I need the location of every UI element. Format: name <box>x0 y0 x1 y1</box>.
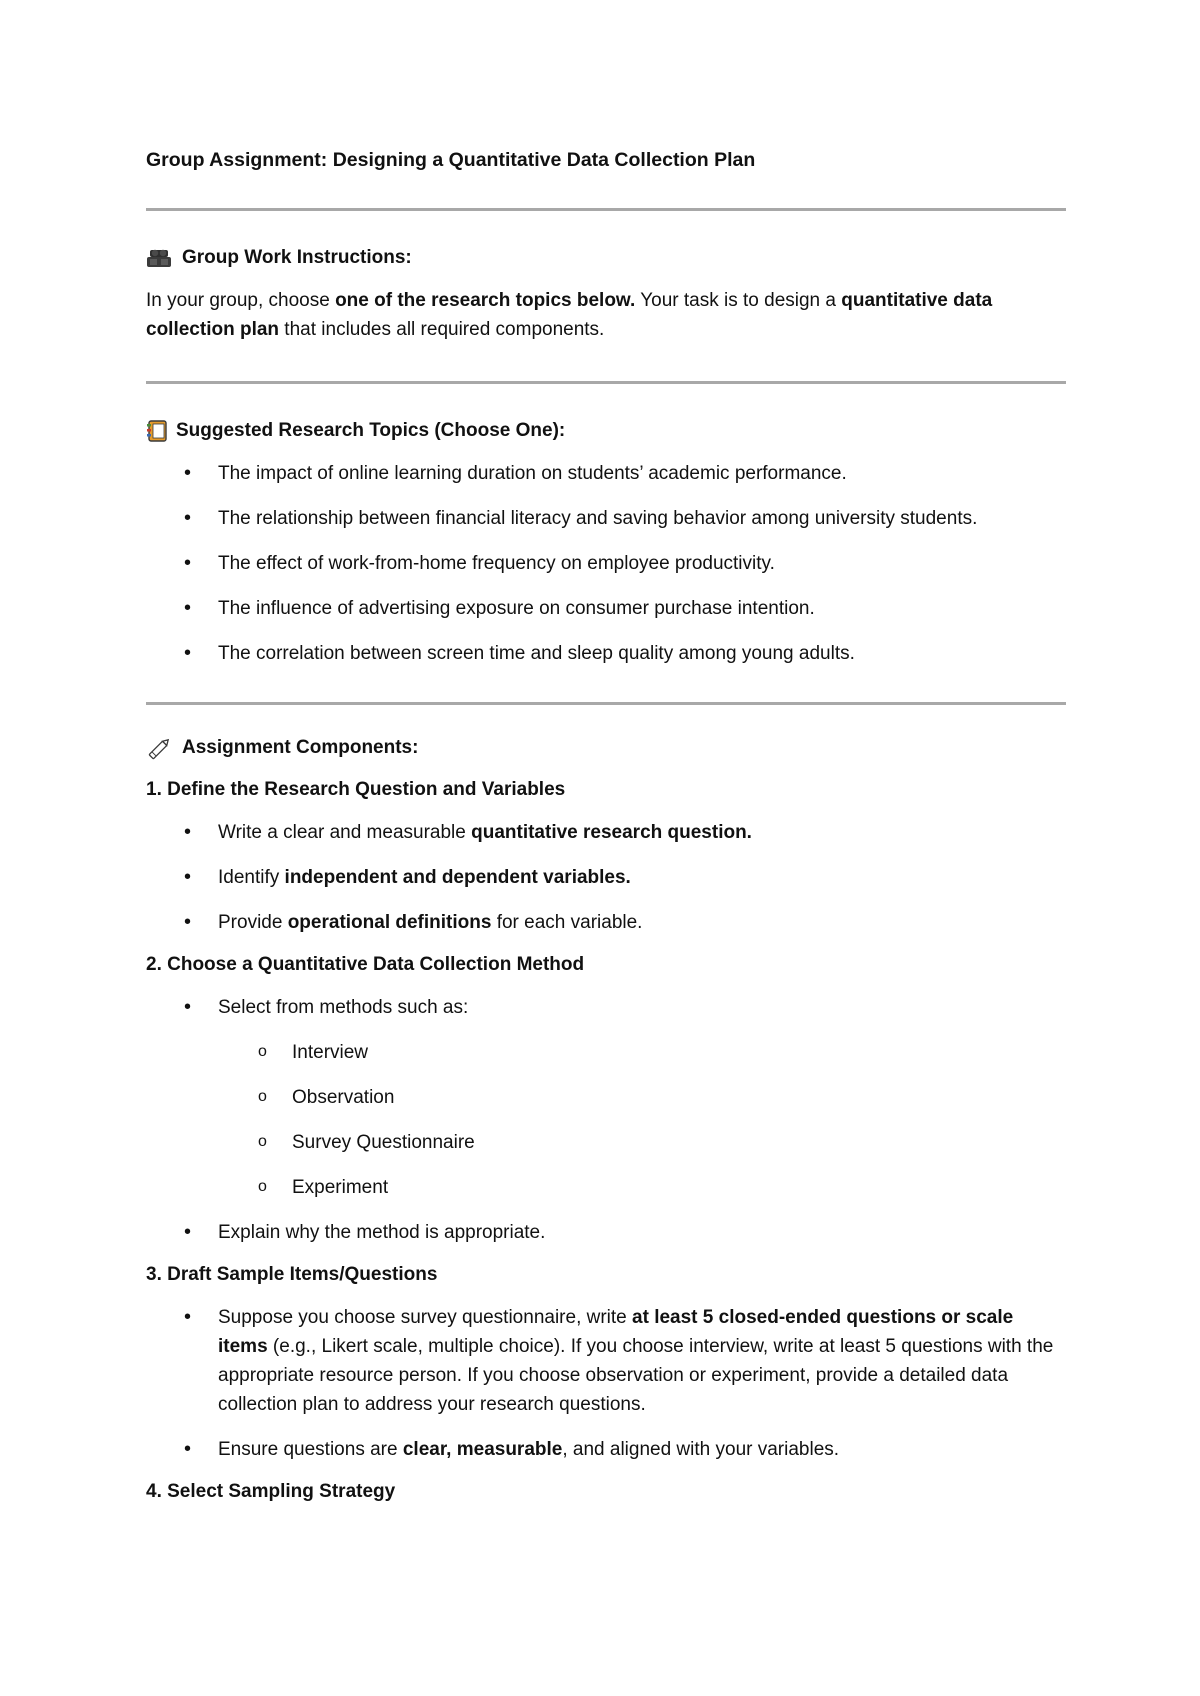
list-item: • Explain why the method is appropriate. <box>146 1218 1066 1247</box>
document-title: Group Assignment: Designing a Quantitative Data Collection Plan <box>146 149 756 171</box>
document-content <box>146 146 1066 1506</box>
s1-b1-bold: quantitative research question. <box>471 822 752 843</box>
section-1-title: 1. Define the Research Question and Variables <box>146 779 566 800</box>
topics-heading <box>146 417 1066 445</box>
list-item: • The relationship between financial literacy and saving behavior among university students. <box>146 504 1066 533</box>
s3-b2-text: Ensure questions are <box>218 1439 403 1460</box>
s3-b1-bold: at least 5 closed-ended questions or scale items <box>218 1307 1014 1357</box>
s1-b1-text: Write a clear and measurable <box>218 822 472 843</box>
instructions-text-4: quantitative data collection plan <box>146 290 993 340</box>
list-item: o Interview <box>146 1038 1066 1067</box>
instructions-text-5: that includes all required components. <box>279 319 605 340</box>
list-item <box>146 1303 1066 1419</box>
list-item: o Experiment <box>146 1173 1066 1202</box>
section-2-title: 2. Choose a Quantitative Data Collection Method <box>146 954 585 975</box>
s3-b2-tail: , and aligned with your variables. <box>562 1439 840 1460</box>
list-item: • The effect of work-from-home frequency on employee productivity. <box>146 549 1066 578</box>
s1-b2-text: Identify <box>218 867 285 888</box>
list-item: o Observation <box>146 1083 1066 1112</box>
components-heading <box>146 734 1066 762</box>
instructions-text-3: Your task is to design a <box>635 290 842 311</box>
group-work-heading-text: Group Work Instructions: <box>182 247 412 268</box>
list-item: • Select from methods such as: <box>146 993 1066 1022</box>
list-item <box>146 908 1066 937</box>
s1-b3-tail: for each variable. <box>491 912 643 933</box>
s1-b3-text: Provide <box>218 912 288 933</box>
components-heading-text: Assignment Components: <box>182 737 419 758</box>
section-4-title: 4. Select Sampling Strategy <box>146 1481 396 1502</box>
topics-list <box>146 459 1066 668</box>
instructions-text-1: In your group, choose <box>146 290 336 311</box>
section-2-list <box>146 993 1066 1022</box>
list-item: • The influence of advertising exposure on consumer purchase intention. <box>146 594 1066 623</box>
topics-heading-text: Suggested Research Topics (Choose One): <box>176 420 566 441</box>
s3-b1-tail: (e.g., Likert scale, multiple choice). If you choose interview, write at least 5 questions with the appropriate resource person. If you choose observation or experiment, provide a detailed data collection plan to address your research questions. <box>218 1336 1054 1415</box>
list-item <box>146 863 1066 892</box>
notebook-icon <box>146 420 168 442</box>
group-people-icon <box>146 247 172 269</box>
pencil-icon <box>146 737 172 759</box>
list-item: o Survey Questionnaire <box>146 1128 1066 1157</box>
list-item: • The correlation between screen time and sleep quality among young adults. <box>146 639 1066 668</box>
group-work-instructions <box>146 286 1066 344</box>
list-item <box>146 1435 1066 1464</box>
s1-b2-bold: independent and dependent variables. <box>284 867 631 888</box>
s1-b3-bold: operational definitions <box>287 912 492 933</box>
list-item <box>146 818 1066 847</box>
s3-b1-text: Suppose you choose survey questionnaire, write <box>218 1307 633 1328</box>
section-3-title: 3. Draft Sample Items/Questions <box>146 1264 438 1285</box>
list-item: • The impact of online learning duration on students’ academic performance. <box>146 459 1066 488</box>
section-2-list-end <box>146 1218 1066 1247</box>
section-3-list <box>146 1303 1066 1464</box>
group-work-heading <box>146 244 1066 272</box>
methods-list <box>146 1038 1066 1202</box>
instructions-text-2: one of the research topics below. <box>335 290 636 311</box>
s3-b2-bold: clear, measurable <box>402 1439 563 1460</box>
section-1-list <box>146 818 1066 937</box>
